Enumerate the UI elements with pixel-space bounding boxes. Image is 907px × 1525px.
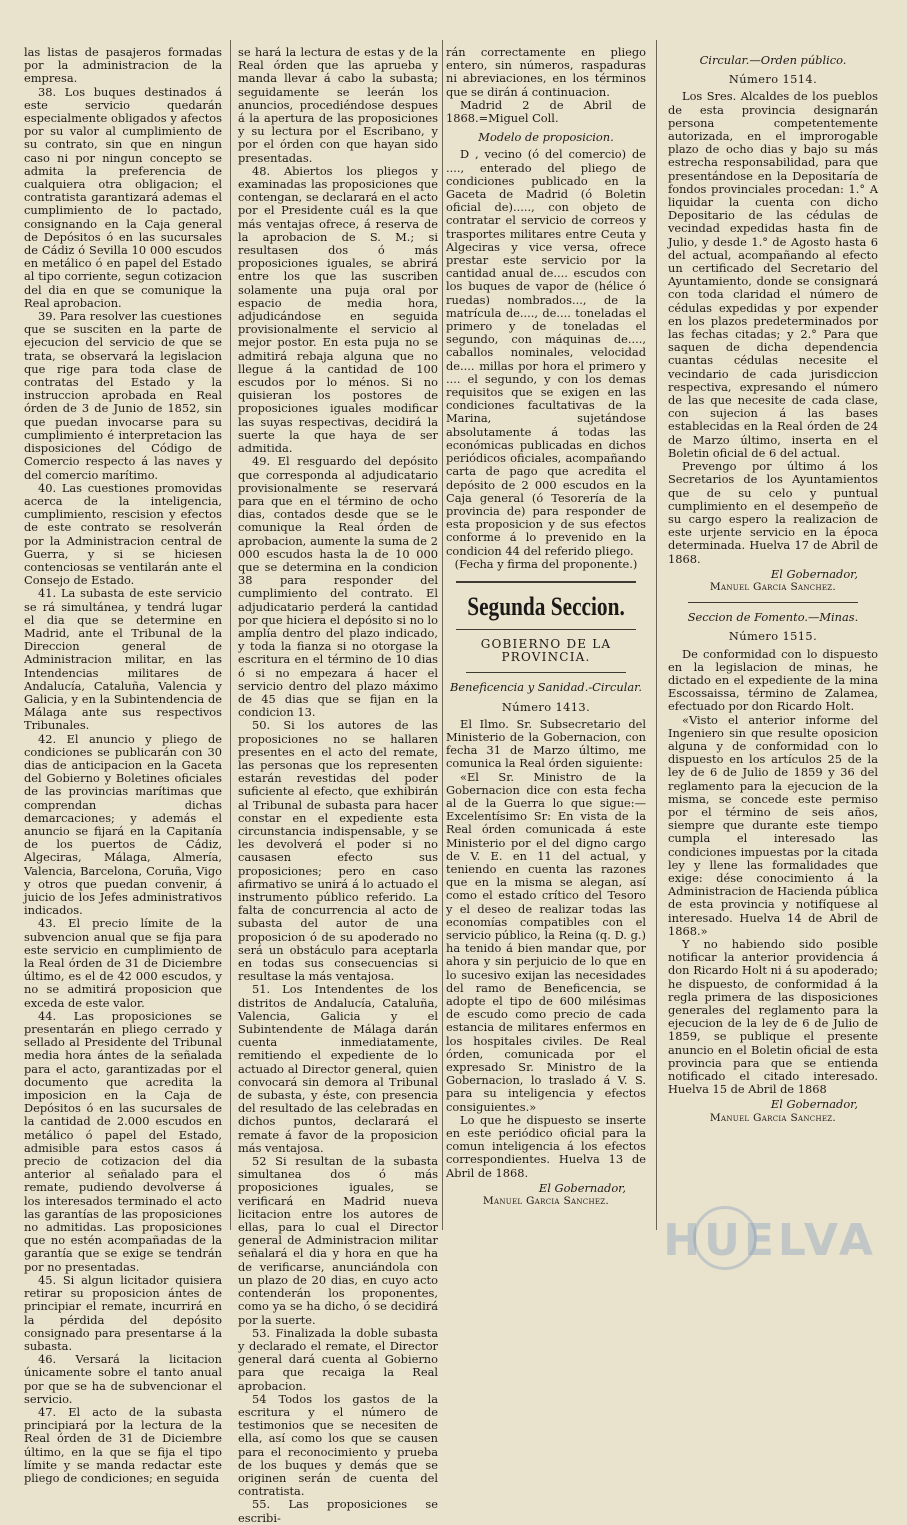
column-4 — [668, 46, 878, 1228]
paragraph: «El Sr. Ministro de la Gobernacion dice con esta fecha al de la Guerra lo que sigue:—Excelentísimo Sr: En vista de la Real órden comunicada á este Ministerio por el del digno cargo de V. E. en 11 del actual, y teniendo en cuenta las razones que en la misma se alegan, así como el estado crítico del Tesoro y el deseo de realizar todas las economías compatibles con el servicio público, la Reina (q. D. g.) ha tenido á bien mandar que, por ahora y sin perjuicio de lo que en lo sucesivo exijan las necesidades del ramo de Beneficencia, se adopte el tipo de 600 milésimas de escudo como precio de cada estancia de militares enfermos en los hospitales civiles. De Real órden, comunicada por el expresado Sr. Ministro de la Gobernacion, lo traslado á V. S. para su inteligencia y efectos consiguientes.» — [446, 769, 646, 1114]
section-heading: Segunda Seccion. — [467, 591, 625, 621]
notice-number: Número 1514. — [728, 72, 818, 87]
paragraph: 48. Abiertos los pliegos y examinadas las proposiciones que contengan, se declarará en el acto por el Presidente cuál es la que más ventajas ofrece, á reserva de la aprobacion de S. M.; si resultasen dos ó más proposiciones iguales, se abrirá entre los que las suscriben solamente una puja oral por espacio de media hora, adjudicándose en seguida provisionalmente el servicio al mejor postor. En esta puja no se admitirá rebaja alguna que no llegue á la cantidad de 100 escudos por lo ménos. Si no quisieran los postores de proposiciones iguales modificar las suyas respectivas, decidirá la suerte la que haya de ser admitida. — [238, 163, 438, 456]
paragraph: 42. El anuncio y pliego de condiciones se publicarán con 30 dias de anticipacion en la Gaceta del Gobierno y Boletines oficiales de las provincias marítimas que comprendan dichas demarcaciones; y además el anuncio se fijará en la Capitanía de los puertos de Cádiz, Algeciras, Málaga, Almería, Valencia, Barcelona, Coruña, Vigo y otros que puedan convenir, á juicio de los Jefes administrativos indicados. — [24, 731, 222, 918]
notice-number: Número 1413. — [501, 699, 591, 714]
signature-title: El Gobernador, — [770, 1097, 858, 1112]
section-heading: Seccion de Fomento.—Minas. — [687, 610, 859, 625]
paragraph: 53. Finalizada la doble subasta y declarado el remate, el Director general dará cuenta al Gobierno para que recaiga la Real aprobacion. — [238, 1325, 438, 1393]
paragraph: 39. Para resolver las cuestiones que se susciten en la parte de ejecucion del servicio de que se trata, se observará la legislacion que rige para toda clase de contratas del Estado y la instruccion aprobada en Real órden de 3 de Junio de 1852, sin que puedan invocarse para su cumplimiento é interpretacion las disposiciones del Código de Comercio respecto á las naves y del comercio marítimo. — [24, 309, 222, 482]
paragraph: 47. El acto de la subasta principiará por la lectura de la Real órden de 31 de Diciembre último, en la que se fija el tipo límite y se manda redactar este pliego de condiciones; en seguida — [24, 1404, 222, 1485]
gov-heading: GOBIERNO DE LA PROVINCIA. — [480, 636, 612, 665]
paragraph: 38. Los buques destinados á este servicio quedarán especialmente obligados y afectos por su valor al cumplimiento de su contrato, sin que en ningun caso ni por ningun concepto se admita la preferencia de cualquiera otra obligacion; el contratista garantizará ademas el cumplimiento de lo pactado, consignando en la Caja general de Depósitos ó en las sucursales de Cádiz ó Sevilla 10 000 escudos en metálico ó en papel del Estado al tipo corriente, segun cotizacion del dia en que se comunique la Real aprobacion. — [24, 84, 222, 310]
paragraph: Prevengo por último á los Secretarios de los Ayuntamientos que de su celo y puntual cumplimiento en el desempeño de su cargo espero la realizacion de este urjente servicio en la época determinada. Huelva 17 de Abril de 1868. — [668, 459, 878, 566]
paragraph: 40. Las cuestiones promovidas acerca de la inteligencia, cumplimiento, rescision y efectos de este contrato se resolverán por la Administracion central de Guerra, y si se hiciesen contenciosas se ventilarán ante el Consejo de Estado. — [24, 480, 222, 588]
paragraph: 43. El precio límite de la subvencion anual que se fija para este servicio en cumplimiento de la Real órden de 31 de Diciembre último, es el de 42 000 escudos, y no se admitirá proposicion que exceda de este valor. — [24, 916, 222, 1010]
circular-heading: Circular.—Orden público. — [699, 53, 847, 67]
divider — [688, 602, 858, 603]
model-signature: (Fecha y firma del proponente.) — [454, 556, 638, 571]
paragraph: 55. Las proposiciones se escribi- — [238, 1497, 438, 1525]
model-title: Modelo de proposicion. — [478, 130, 614, 145]
paragraph: rán correctamente en pliego entero, sin números, raspaduras ni abreviaciones, en los términos que se dirán á continuacion. — [446, 45, 646, 99]
column-3 — [446, 46, 646, 1228]
dateline: Madrid 2 de Abril de 1868.=Miguel Coll. — [446, 97, 646, 126]
column-divider — [230, 40, 231, 1230]
section-rule — [456, 629, 636, 630]
column-divider — [442, 40, 443, 1230]
paragraph: las listas de pasajeros formadas por la administracion de la empresa. — [24, 45, 222, 86]
paragraph: se hará la lectura de estas y de la Real órden que las aprueba y manda llevar á cabo la subasta; seguidamente se leerán los anuncios, procediéndose despues á la apertura de las proposiciones y su lectura por el Escribano, y por el órden con que hayan sido presentadas. — [238, 45, 438, 165]
notice-number: Número 1515. — [728, 629, 818, 644]
paragraph: Los Sres. Alcaldes de los pueblos de esta provincia designarán persona competentemente autorizada, en el improrogable plazo de ocho dias y bajo su más estrecha responsabilidad, para que presentándose en la Depositaría de fondos provinciales procedan: 1.° A liquidar la cuenta con dicho Depositario de las cédulas de vecindad expedidas hasta fin de Julio, y desde 1.° de Agosto hasta 6 del actual, acompañando al efecto un certificado del Secretario del Ayuntamiento, donde se consignará con toda claridad el número de cédulas expedidas y por expender en los plazos predeterminados por las fechas citadas; y 2.° Para que saquen de dicha dependencia cuantas cédulas necesite el vecindario de cada jurisdiccion respectiva, expresando el número de las que necesite de cada clase, con sujecion á las bases establecidas en la Real órden de 24 de Marzo último, inserta en el Boletin oficial de 6 del actual. — [668, 89, 878, 460]
paragraph: Lo que he dispuesto se inserte en este periódico oficial para la comun inteligencia á los efectos correspondientes. Huelva 13 de Abril de 1868. — [446, 1112, 646, 1180]
paragraph: El Ilmo. Sr. Subsecretario del Ministerio de la Gobernacion, con fecha 31 de Marzo último, me comunica la Real órden siguiente: — [446, 716, 646, 771]
column-divider — [656, 40, 657, 1230]
section-rule — [456, 581, 636, 583]
paragraph: Y no habiendo sido posible notificar la anterior providencia á don Ricardo Holt ni á su apoderado; he dispuesto, de conformidad á la regla primera de las disposiciones generales del reglamento para la ejecucion de la ley de 6 de Julio de 1859, se publique el presente anuncio en el Boletin oficial de esta provincia para que se entienda notificado el citado interesado. Huelva 15 de Abril de 1868 — [668, 937, 878, 1097]
paragraph: 52 Si resultan de la subasta simultanea dos ó más proposiciones iguales, se verificará en Madrid nueva licitacion entre los autores de ellas, para lo cual el Director general de Administracion militar señalará el dia y hora en que ha de verificarse, anunciándola con un plazo de 20 dias, en cuyo acto contenderán los proponentes, como ya se ha dicho, ó se decidirá por la suerte. — [238, 1154, 438, 1327]
paragraph: 54 Todos los gastos de la escritura y el número de testimonios que se necesiten de ella, así como los que se causen para el reconocimiento y prueba de los buques y demás que se originen serán de cuenta del contratista. — [238, 1391, 438, 1499]
paragraph: 46. Versará la licitacion únicamente sobre el tanto anual por que se ha de subvencionar el servicio. — [24, 1352, 222, 1406]
signature-title: El Gobernador, — [538, 1180, 626, 1195]
sub-heading: Beneficencia y Sanidad.-Circular. — [450, 680, 642, 695]
paragraph: 44. Las proposiciones se presentarán en pliego cerrado y sellado al Presidente del Tribunal media hora ántes de la señalada para el acto, garantizadas por el documento que acredita la imposicion en la Caja de Depósitos ó en las sucursales de la cantidad de 2.000 escudos en metálico ó papel del Estado, admisible para estos casos á precio de cotizacion del dia anterior al señalado para el remate, pudiendo devolverse á los interesados terminado el acto las garantías de las proposiciones no admitidas. Las proposiciones que no estén acompañadas de la garantía que se exige se tendrán por no presentadas. — [24, 1008, 222, 1274]
paragraph: «Visto el anterior informe del Ingeniero sin que resulte oposicion alguna y de conformidad con lo dispuesto en los artículos 25 de la ley de 6 de Julio de 1859 y 36 del reglamento para la ejecucion de la misma, se concede este permiso por el término de seis años, siempre que durante este tiempo cumpla el interesado las condiciones impuestas por la citada ley y llene las formalidades que exige: dése conocimiento á la Administracion de Hacienda pública de esta provincia y notifíquese al interesado. Huelva 14 de Abril de 1868.» — [668, 712, 878, 938]
divider — [466, 672, 626, 673]
paragraph: 51. Los Intendentes de los distritos de Andalucía, Cataluña, Valencia, Galicia y el Subintendente de Málaga darán cuenta inmediatamente, remitiendo el expediente de lo actuado al Director general, quien convocará sin demora al Tribunal de subasta, y éste, con presencia del resultado de las celebradas en dichos puntos, declarará el remate á favor de la proposicion más ventajosa. — [238, 982, 438, 1155]
signature-title: El Gobernador, — [770, 566, 858, 581]
paragraph: 45. Si algun licitador quisiera retirar su proposicion ántes de principiar el remate, incurrirá en la pérdida del depósito consignado para presentarse á la subasta. — [24, 1272, 222, 1353]
paragraph: 49. El resguardo del depósito que corresponda al adjudicatario provisionalmente se reservará para que en el término de ocho dias, contados desde que se le comunique la Real órden de aprobacion, aumente la suma de 2 000 escudos hasta la de 10 000 que se determina en la condicion 38 para responder del cumplimiento del contrato. El adjudicatario perderá la cantidad por que hiciera el depósito si no lo amplía dentro del plazo indicado, y toda la fianza si no otorgase la escritura en el término de 10 dias ó si no empezara á hacer el servicio dentro del plazo máximo de 45 dias que se fijan en la condicion 13. — [238, 454, 438, 720]
paragraph: De conformidad con lo dispuesto en la legislacion de minas, he dictado en el expediente de la mina Escossaissa, término de Zalamea, efectuado por don Ricardo Holt. — [668, 646, 878, 714]
signature-name: Manuel Garcia Sanchez. — [709, 580, 837, 593]
paragraph: 41. La subasta de este servicio se rá simultánea, y tendrá lugar el dia que se determine en Madrid, ante el Tribunal de la Direccion general de Administracion militar, en las Intendencias militares de Andalucía, Cataluña, Valencia y Galicia, y en la Subintendencia de Málaga ante sus respectivos Tribunales. — [24, 586, 222, 733]
model-text: D , vecino (ó del comercio) de ...., enterado del pliego de condiciones publicado en la Gaceta de Madrid (ó Boletin oficial de)....., con objeto de contratar el servicio de correos y trasportes militares entre Ceuta y Algeciras y vice versa, ofrece prestar este servicio por la cantidad anual de.... escudos con los buques de vapor de (hélice ó ruedas) nombrados..., de la matrícula de...., de.... toneladas el primero y de toneladas el segundo, con máquinas de...., caballos nominales, velocidad de.... millas por hora el primero y .... el segundo, y con los demas requisitos que se exigen en las condiciones facultativas de la Marina, sujetándose absolutamente á todas las económicas publicadas en dichos periódicos oficiales, acompañando carta de pago que acredita el depósito de 2 000 escudos en la Caja general (ó Tesorería de la provincia de) para responder de esta proposicion y de sus efectos conforme á lo prevenido en la condicion 44 del referido pliego. — [446, 147, 646, 558]
signature-name: Manuel Garcia Sanchez. — [709, 1111, 837, 1124]
column-1 — [24, 45, 222, 1485]
paragraph: 50. Si los autores de las proposiciones no se hallaren presentes en el acto del remate, las personas que los representen estarán revestidas del poder suficiente al efecto, que exhibirán al Tribunal de subasta para hacer constar en el expediente esta circunstancia indispensable, y se les devolverá el poder si no causasen efecto sus proposiciones; pero en caso afirmativo se unirá á lo actuado el instrumento público referido. La falta de concurrencia al acto de subasta del autor de una proposicion ó de su apoderado no será un obstáculo para aceptarla en todas sus consecuencias si resultase la más ventajosa. — [238, 718, 438, 984]
watermark: HUELVA — [663, 1215, 877, 1266]
signature-name: Manuel Garcia Sanchez. — [482, 1195, 610, 1208]
column-2 — [238, 45, 438, 1525]
